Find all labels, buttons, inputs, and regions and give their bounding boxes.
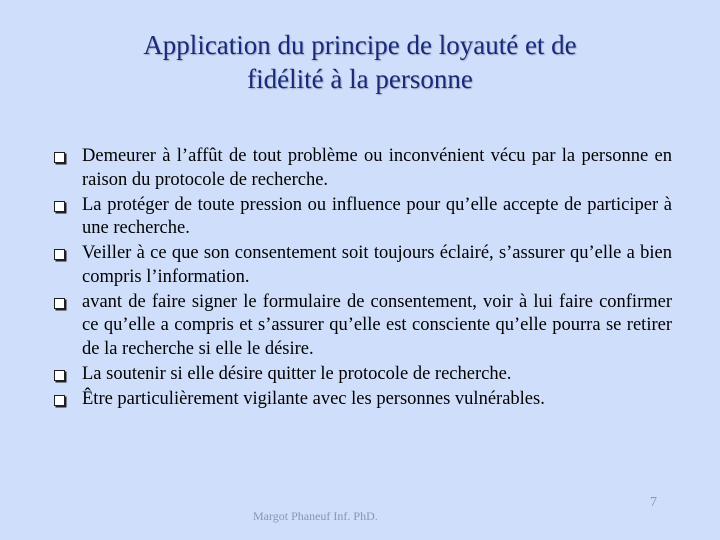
bullet-text: Veiller à ce que son consentement soit toujours éclairé, s’assurer qu’elle a bien compris l’information. — [82, 243, 672, 287]
bullet-text: La soutenir si elle désire quitter le protocole de recherche. — [82, 363, 512, 384]
bullet-item — [52, 145, 672, 192]
page-number: 7 — [650, 495, 657, 510]
bullet-list — [52, 145, 672, 413]
bullet-text: Demeurer à l’affût de tout problème ou inconvénient vécu par la personne en raison du protocole de recherche. — [82, 146, 672, 190]
bullet-item — [52, 291, 672, 362]
bullet-item — [52, 194, 672, 241]
bullet-text: La protéger de toute pression ou influence pour qu’elle accepte de participer à une recherche. — [82, 194, 672, 238]
square-bullet-icon — [54, 395, 65, 406]
square-bullet-icon — [54, 370, 65, 381]
bullet-item — [52, 388, 672, 412]
bullet-item — [52, 363, 672, 387]
title-line-1: Application du principe de loyauté et de — [143, 30, 577, 60]
square-bullet-icon — [54, 201, 65, 212]
square-bullet-icon — [54, 249, 65, 260]
square-bullet-icon — [54, 298, 65, 309]
square-bullet-icon — [54, 152, 65, 163]
slide-title — [60, 28, 660, 96]
bullet-text: Être particulièrement vigilante avec les personnes vulnérables. — [82, 388, 545, 409]
bullet-item — [52, 242, 672, 289]
footer-author: Margot Phaneuf Inf. PhD. — [253, 509, 378, 523]
bullet-text: avant de faire signer le formulaire de consentement, voir à lui faire confirmer ce qu’elle a compris et s’assurer qu’elle est consciente qu’elle pourra se retirer de la recherche si elle le désire. — [82, 291, 672, 359]
title-line-2: fidélité à la personne — [247, 64, 473, 94]
